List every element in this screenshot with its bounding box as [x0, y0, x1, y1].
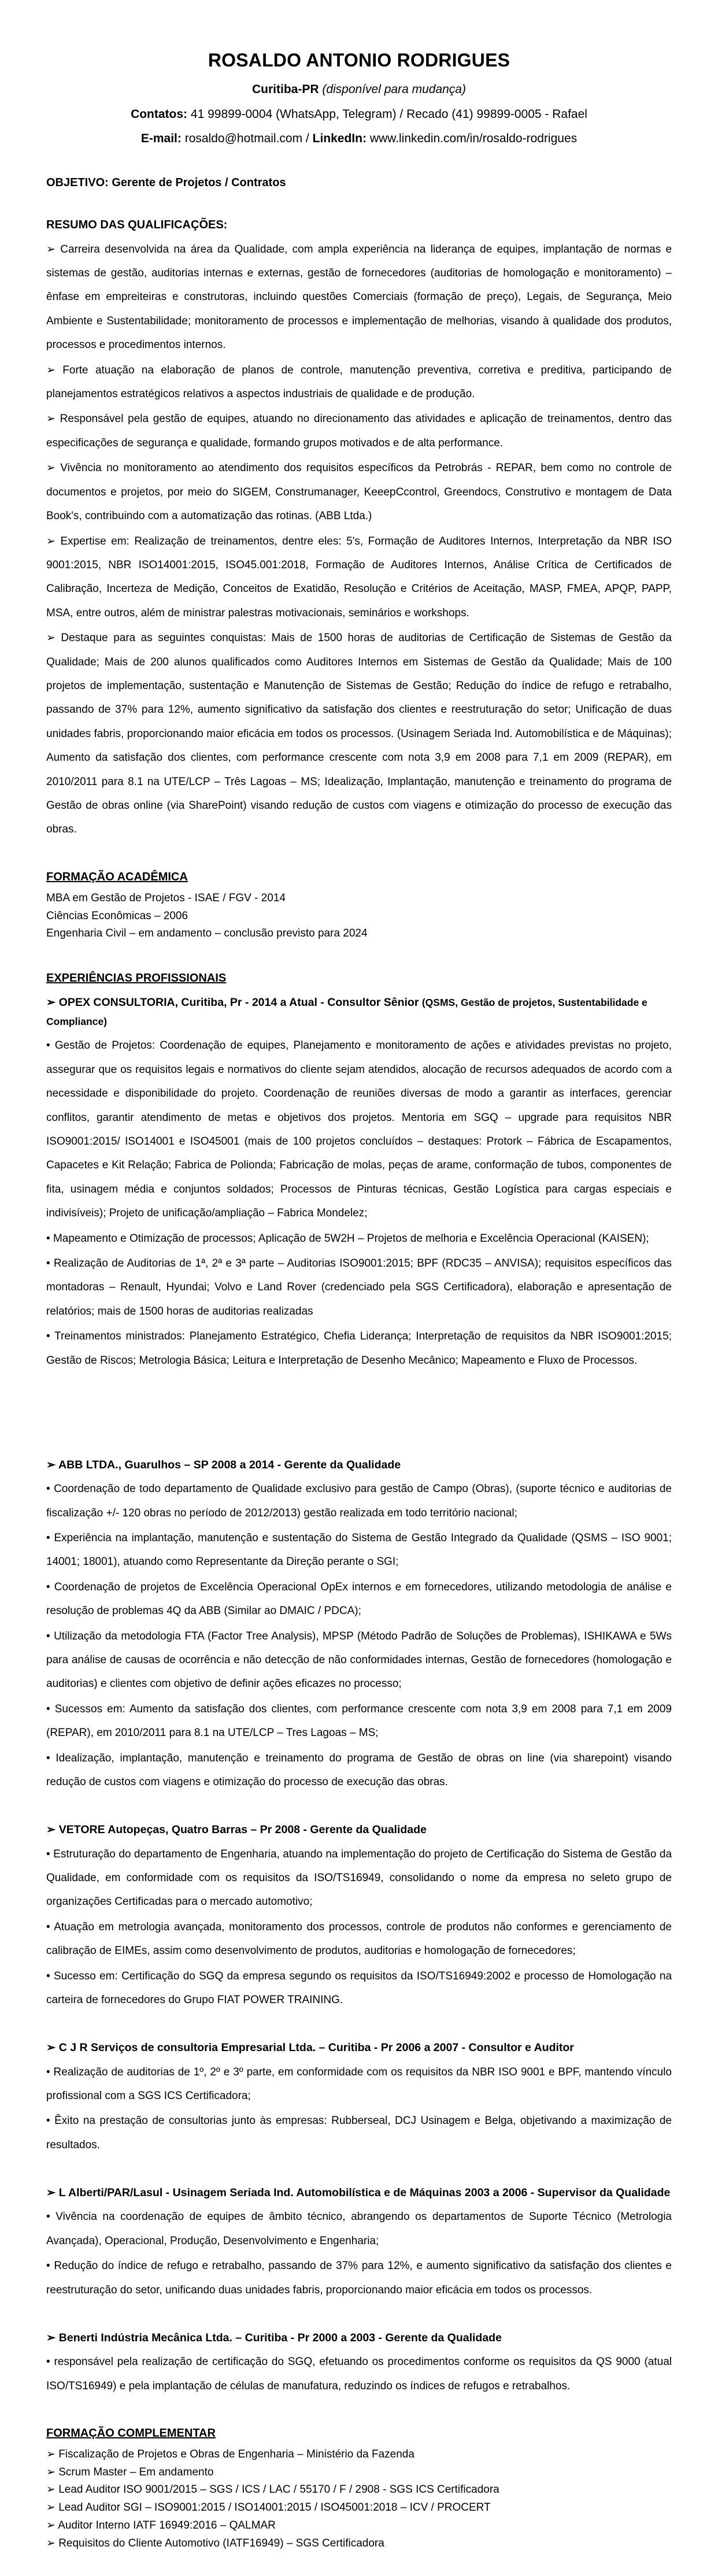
- certification-item: [46, 2517, 672, 2535]
- experience-bullet: [46, 1526, 672, 1574]
- dot-bullet-icon: •: [46, 1752, 50, 1764]
- experience-entry-benerti: [46, 2329, 672, 2398]
- company-heading: [46, 2183, 672, 2203]
- experience-bullet-text: Coordenação de projetos de Excelência Operacional OpEx internos e em fornecedores, utilizando metodologia de análise e resolução de problemas 4Q da ABB (Similar ao DMAIC / PDCA);: [46, 1581, 672, 1618]
- company-heading-text: VETORE Autopeças, Quatro Barras – Pr 2008 - Gerente da Qualidade: [58, 1823, 427, 1837]
- qualification-text: Expertise em: Realização de treinamentos, dentre eles: 5's, Formação de Auditores Internos, Interpretação da NBR ISO 9001:2015, NBR ISO14001:2015, ISO45.001:2018, Formação de Auditores Internos, Análise Crítica de Certificados de Calibração, Incerteza de Medição, Conceitos de Exatidão, Resolução e Critérios de Aceitação, MASP, FMEA, APQP, PAPP, MSA, entre outros, além de ministrar palestras motivacionais, seminários e workshops.: [46, 535, 672, 619]
- arrow-bullet-icon: ➢: [46, 1459, 56, 1472]
- dot-bullet-icon: •: [46, 1483, 50, 1496]
- qualification-item: [46, 626, 672, 842]
- dot-bullet-icon: •: [46, 1257, 50, 1270]
- experience-bullet: [46, 2060, 672, 2108]
- arrow-bullet-icon: ➢: [46, 2041, 56, 2055]
- company-heading-text: ABB LTDA., Guarulhos – SP 2008 a 2014 - Gerente da Qualidade: [58, 1459, 401, 1472]
- certification-text: Fiscalização de Projetos e Obras de Engenharia – Ministério da Fazenda: [58, 2448, 414, 2460]
- experience-bullet-text: Estruturação do departamento de Engenharia, atuando na implementação do projeto de Certificação do Sistema de Gestão da Qualidade, em conformidade com os requisitos da ISO/TS16949, consolidando o nome da empresa no seleto grupo de organizações Certificadas para o mercado automotivo;: [46, 1848, 672, 1908]
- dot-bullet-icon: •: [46, 1848, 50, 1860]
- arrow-bullet-icon: ➢: [46, 996, 56, 1009]
- location-line: [46, 80, 672, 99]
- arrow-bullet-icon: ➢: [46, 2331, 56, 2344]
- dot-bullet-icon: •: [46, 2066, 50, 2078]
- experience-bullet-text: Realização de auditorias de 1º, 2º e 3º parte, em conformidade com os requisitos da NBR ISO 9001 e BPF, mantendo vínculo profissional com a SGS ICS Certificadora;: [46, 2066, 672, 2103]
- section-title-formacao-complementar: FORMAÇÃO COMPLEMENTAR: [46, 2426, 216, 2440]
- arrow-bullet-icon: ➢: [46, 2448, 55, 2460]
- certification-item: [46, 2481, 672, 2499]
- experience-bullet: [46, 1697, 672, 1745]
- company-heading: [46, 2329, 672, 2348]
- experience-bullet-text: Atuação em metrologia avançada, monitoramento dos processos, controle de produtos não conformes e gerenciamento de calibração de EIMEs, assim como desenvolvimento de produtos, auditorias e homologação de fornecedores;: [46, 1920, 672, 1957]
- arrow-bullet-icon: ➢: [46, 2519, 55, 2532]
- education-item: Engenharia Civil – em andamento – conclusão previsto para 2024: [46, 927, 368, 940]
- dot-bullet-icon: •: [46, 1330, 50, 1343]
- experience-bullet-text: Sucessos em: Aumento da satisfação dos clientes, com performance crescente com nota 3,9 em 2008 para 7,1 em 2009 (REPAR), em 2010/2011 para 8.1 na UTE/LCP – Tres Lagoas – MS;: [46, 1702, 672, 1739]
- location-availability-note: (disponível para mudança): [322, 83, 466, 96]
- company-heading-text: OPEX CONSULTORIA, Curitiba, Pr - 2014 a Atual - Consultor Sênior: [58, 996, 419, 1009]
- certification-text: Lead Auditor ISO 9001/2015 – SGS / ICS / LAC / 55170 / F / 2908 - SGS ICS Certificadora: [58, 2484, 499, 2496]
- arrow-bullet-icon: ➢: [46, 2186, 56, 2200]
- certification-item: [46, 2535, 672, 2553]
- education-item: MBA em Gestão de Projetos - ISAE / FGV - 2014: [46, 891, 286, 904]
- experience-bullet-text: Treinamentos ministrados: Planejamento Estratégico, Chefia Liderança; Interpretação de requisitos da NBR ISO9001:2015; Gestão de Riscos; Metrologia Básica; Leitura e Interpretação de Desenho Mecânico; Mapeamento e Fluxo de Processos.: [46, 1330, 672, 1367]
- section-title-experiencias: EXPERIÊNCIAS PROFISSIONAIS: [46, 972, 227, 985]
- experience-entry-cjr: [46, 2038, 672, 2157]
- experience-bullet: [46, 1477, 672, 1525]
- email-value: rosaldo@hotmail.com /: [184, 132, 309, 146]
- company-heading: [46, 1456, 672, 1475]
- company-heading-text: Benerti Indústria Mecânica Ltda. – Curitiba - Pr 2000 a 2003 - Gerente da Qualidade: [58, 2331, 502, 2344]
- objective-line: [46, 176, 672, 190]
- company-heading: [46, 2038, 672, 2057]
- qualification-text: Destaque para as seguintes conquistas: Mais de 1500 horas de auditorias de Certificação de Sistemas de Gestão da Qualidade; Mais de 200 alunos qualificados como Auditores Internos em Sistemas de Gestão da Qualidade; Mais de 100 projetos de implementação, sustentação e Manutenção de Sistemas de Gestão; Redução do índice de refugo e retrabalho, passando de 37% para 12%, aumento significativo da satisfação dos clientes e reestruturação do setor; Unificação de duas unidades fabris, proporcionando maior eficácia em todos os processos. (Usinagem Seriada Ind. Automobilística e de Máquinas); Aumento da satisfação dos clientes, com performance crescente com nota 3,9 em 2008 para 7,1 em 2009 (REPAR), em 2010/2011 para 8.1 na UTE/LCP – Três Lagoas – MS; Idealização, Implantação, manutenção e treinamento do programa de Gestão de obras online (via SharePoint) visando redução de custos com viagens e otimização do processo de execução das obras.: [46, 632, 672, 836]
- arrow-bullet-icon: ➢: [46, 535, 55, 547]
- qualification-text: Forte atuação na elaboração de planos de controle, manutenção preventiva, corretiva e preditiva, participando de planejamentos estratégicos relativos a aspectos industriais de qualidade e de produção.: [46, 364, 672, 401]
- arrow-bullet-icon: ➢: [46, 2501, 55, 2514]
- dot-bullet-icon: •: [46, 2260, 50, 2272]
- experience-bullet: [46, 1575, 672, 1623]
- experience-bullet: [46, 1324, 672, 1372]
- section-title-resumo: RESUMO DAS QUALIFICAÇÕES:: [46, 218, 228, 231]
- experience-entry-opex: [46, 993, 672, 1372]
- dot-bullet-icon: •: [46, 1581, 50, 1593]
- linkedin-label: LinkedIn:: [312, 132, 367, 146]
- experience-bullet-text: Experiência na implantação, manutenção e sustentação do Sistema de Gestão Integrado da Qualidade (QSMS – ISO 9001; 14001; 18001), atuando como Representante da Direção perante o SGI;: [46, 1532, 672, 1568]
- arrow-bullet-icon: ➢: [46, 413, 55, 425]
- experience-bullet: [46, 2205, 672, 2253]
- experience-bullet-text: Coordenação de todo departamento de Qualidade exclusivo para gestão de Campo (Obras), (suporte técnico e auditorias de fiscalização +/- 120 obras no período de 2012/2013) gestão realizada em todo território nacional;: [46, 1483, 672, 1519]
- experience-bullet-text: Idealização, implantação, manutenção e treinamento do programa de Gestão de obras on line (via sharepoint) visando redução de custos com viagens e otimização do processo de execução das obras.: [46, 1752, 672, 1789]
- experience-bullet-text: Redução do índice de refugo e retrabalho, passando de 37% para 12%, e aumento significativo da satisfação dos clientes e reestruturação do setor, unificando duas unidades fabris, proporcionando maior eficácia em todos os processos.: [46, 2260, 672, 2296]
- qualification-item: [46, 456, 672, 528]
- dot-bullet-icon: •: [46, 2211, 50, 2223]
- objective-label: OBJETIVO:: [46, 176, 109, 189]
- arrow-bullet-icon: ➢: [46, 243, 55, 256]
- experience-bullet: [46, 1252, 672, 1323]
- dot-bullet-icon: •: [46, 1702, 50, 1715]
- location-city: Curitiba-PR: [252, 83, 319, 96]
- certification-text: Scrum Master – Em andamento: [58, 2466, 214, 2478]
- qualification-text: Responsável pela gestão de equipes, atuando no direcionamento das atividades e aplicação de treinamentos, dentro das especificações de segurança e qualidade, formando grupos motivados e de alta performance.: [46, 413, 672, 449]
- company-heading-note: (QSMS, Gestão de projetos, Sustentabilidade e Compliance): [46, 997, 647, 1028]
- experience-bullet: [46, 2350, 672, 2398]
- company-heading: [46, 1820, 672, 1840]
- experience-bullet-text: Utilização da metodologia FTA (Factor Tree Analysis), MPSP (Método Padrão de Soluções de Problemas), ISHIKAWA e 5Ws para análise de causas de ocorrência e não detecção de não conformidades internas, Gestão de fornecedores (homologação e auditorias) e clientes com objetivo de definir ações eficazes no processo;: [46, 1630, 672, 1690]
- certification-text: Auditor Interno IATF 16949:2016 – QALMAR: [58, 2519, 276, 2532]
- experience-bullet-text: Vivência na coordenação de equipes de âmbito técnico, abrangendo os departamentos de Suporte Técnico (Metrologia Avançada), Operacional, Produção, Desenvolvimento e Engenharia;: [46, 2211, 672, 2247]
- arrow-bullet-icon: ➢: [46, 364, 55, 376]
- experience-bullet-text: Gestão de Projetos: Coordenação de equipes, Planejamento e monitoramento de ações e atividades previstas no projeto, assegurar que os requisitos legais e normativos do cliente sejam atendidos, alocação de recursos adequados de acordo com a necessidade e disponibilidade do projeto. Coordenação de reuniões diversas de modo a garantir as interfaces, gerenciar conflitos, garantir atendimento de metas e objetivos dos projetos. Mentoria em SGQ – upgrade para requisitos NBR ISO9001:2015/ ISO14001 e ISO45001 (mais de 100 projetos concluídos – destaques: Protork – Fábrica de Escapamentos, Capacetes e Kit Relação; Fabrica de Polionda; Fabricação de molas, peças de arame, conformação de tubos, componentes de fita, usinagem média e conjuntos soldados; Processos de Pinturas técnicas, Gestão Logística para cargas especiais e indivisíveis); Projeto de unificação/ampliação – Fabrica Mondelez;: [46, 1039, 672, 1220]
- dot-bullet-icon: •: [46, 2115, 50, 2127]
- contacts-label: Contatos:: [131, 107, 188, 121]
- dot-bullet-icon: •: [46, 2356, 50, 2368]
- dot-bullet-icon: •: [46, 1630, 50, 1642]
- experience-bullet: [46, 1964, 672, 2012]
- dot-bullet-icon: •: [46, 1039, 50, 1052]
- experience-bullet: [46, 1842, 672, 1914]
- experience-entry-vetore: [46, 1820, 672, 2012]
- email-linkedin-line: [46, 129, 672, 149]
- arrow-bullet-icon: ➢: [46, 632, 55, 645]
- dot-bullet-icon: •: [46, 1920, 50, 1933]
- page-break-gap: [46, 1374, 672, 1429]
- experience-bullet: [46, 1746, 672, 1794]
- objective-value: Gerente de Projetos / Contratos: [112, 176, 286, 189]
- experience-entry-abb: [46, 1456, 672, 1794]
- contacts-line: [46, 105, 672, 124]
- experience-entry-lalberti: [46, 2183, 672, 2302]
- experience-bullet: [46, 1624, 672, 1696]
- experience-bullet: [46, 2109, 672, 2157]
- linkedin-value: www.linkedin.com/in/rosaldo-rodrigues: [369, 132, 578, 146]
- person-name: ROSALDO ANTONIO RODRIGUES: [208, 50, 510, 71]
- contacts-value: 41 99899-0004 (WhatsApp, Telegram) / Recado (41) 99899-0005 - Rafael: [190, 107, 587, 121]
- certification-item: [46, 2464, 672, 2482]
- certification-item: [46, 2499, 672, 2517]
- company-heading: [46, 993, 672, 1031]
- experience-bullet-text: responsável pela realização de certificação do SGQ, efetuando os procedimentos conforme os requisitos da QS 9000 (atual ISO/TS16949) e pela implantação de células de manufatura, reduzindo os índices de refugos e retrabalhos.: [46, 2356, 672, 2392]
- qualification-text: Carreira desenvolvida na área da Qualidade, com ampla experiência na liderança de equipes, implantação de normas e sistemas de gestão, auditorias internas e externas, gestão de fornecedores (auditorias de homologação e monitoramento) – ênfase em empreiteiras e construtoras, incluindo questões Comerciais (formação de preço), Legais, de Segurança, Meio Ambiente e Sustentabilidade; monitoramento de processos e implementação de melhorias, visando à qualidade dos produtos, processos e procedimentos internos.: [46, 243, 672, 351]
- section-title-formacao-academica: FORMAÇÃO ACADÊMICA: [46, 870, 188, 883]
- company-heading-text: L Alberti/PAR/Lasul - Usinagem Seriada Ind. Automobilística e de Máquinas 2003 a 2006 - Supervisor da Qualidade: [58, 2186, 671, 2200]
- experience-bullet-text: Sucesso em: Certificação do SGQ da empresa segundo os requisitos da ISO/TS16949:2002 e processo de Homologação na carteira de fornecedores do Grupo FIAT POWER TRAINING.: [46, 1970, 672, 2007]
- experience-bullet-text: Mapeamento e Otimização de processos; Aplicação de 5W2H – Projetos de melhoria e Excelência Operacional (KAISEN);: [53, 1232, 649, 1245]
- qualification-item: [46, 530, 672, 626]
- experience-list: [46, 993, 672, 2398]
- experience-bullet: [46, 2254, 672, 2302]
- certification-item: [46, 2446, 672, 2464]
- company-heading-text: C J R Serviços de consultoria Empresarial Ltda. – Curitiba - Pr 2006 a 2007 - Consultor e Auditor: [58, 2041, 574, 2055]
- experience-bullet: [46, 1227, 672, 1250]
- education-item: Ciências Econômicas – 2006: [46, 909, 188, 922]
- dot-bullet-icon: •: [46, 1532, 50, 1545]
- qualification-item: [46, 358, 672, 406]
- arrow-bullet-icon: ➢: [46, 2466, 55, 2478]
- dot-bullet-icon: •: [46, 1232, 50, 1245]
- qualification-item: [46, 407, 672, 455]
- experience-bullet-text: Realização de Auditorias de 1ª, 2ª e 3ª parte – Auditorias ISO9001:2015; BPF (RDC35 – ANVISA); requisitos específicos das montadoras – Renault, Hyundai; Volvo e Land Rover (credenciado pela SGS Certificadora), elaboração e apresentação de relatórios; mais de 1500 horas de auditorias realizadas: [46, 1257, 672, 1317]
- arrow-bullet-icon: ➢: [46, 462, 55, 475]
- email-label: E-mail:: [140, 132, 182, 146]
- certification-text: Lead Auditor SGI – ISO9001:2015 / ISO14001:2015 / ISO45001:2018 – ICV / PROCERT: [58, 2501, 491, 2514]
- qualification-item: [46, 238, 672, 357]
- arrow-bullet-icon: ➢: [46, 1823, 56, 1837]
- arrow-bullet-icon: ➢: [46, 2484, 55, 2496]
- arrow-bullet-icon: ➢: [46, 2537, 55, 2549]
- dot-bullet-icon: •: [46, 1970, 50, 1982]
- certification-text: Requisitos do Cliente Automotivo (IATF16949) – SGS Certificadora: [58, 2537, 384, 2549]
- experience-bullet: [46, 1034, 672, 1225]
- experience-bullet-text: Êxito na prestação de consultorias junto às empresas: Rubberseal, DCJ Usinagem e Belga, objetivando a maximização de resultados.: [46, 2115, 672, 2151]
- qualification-text: Vivência no monitoramento ao atendimento dos requisitos específicos da Petrobrás - REPAR, bem como no controle de documentos e projetos, por meio do SIGEM, Construmanager, KeeepCcontrol, Greendocs, Construtivo e montagem de Data Book's, contribuindo com a automatização das rotinas. (ABB Ltda.): [46, 462, 672, 523]
- experience-bullet: [46, 1915, 672, 1963]
